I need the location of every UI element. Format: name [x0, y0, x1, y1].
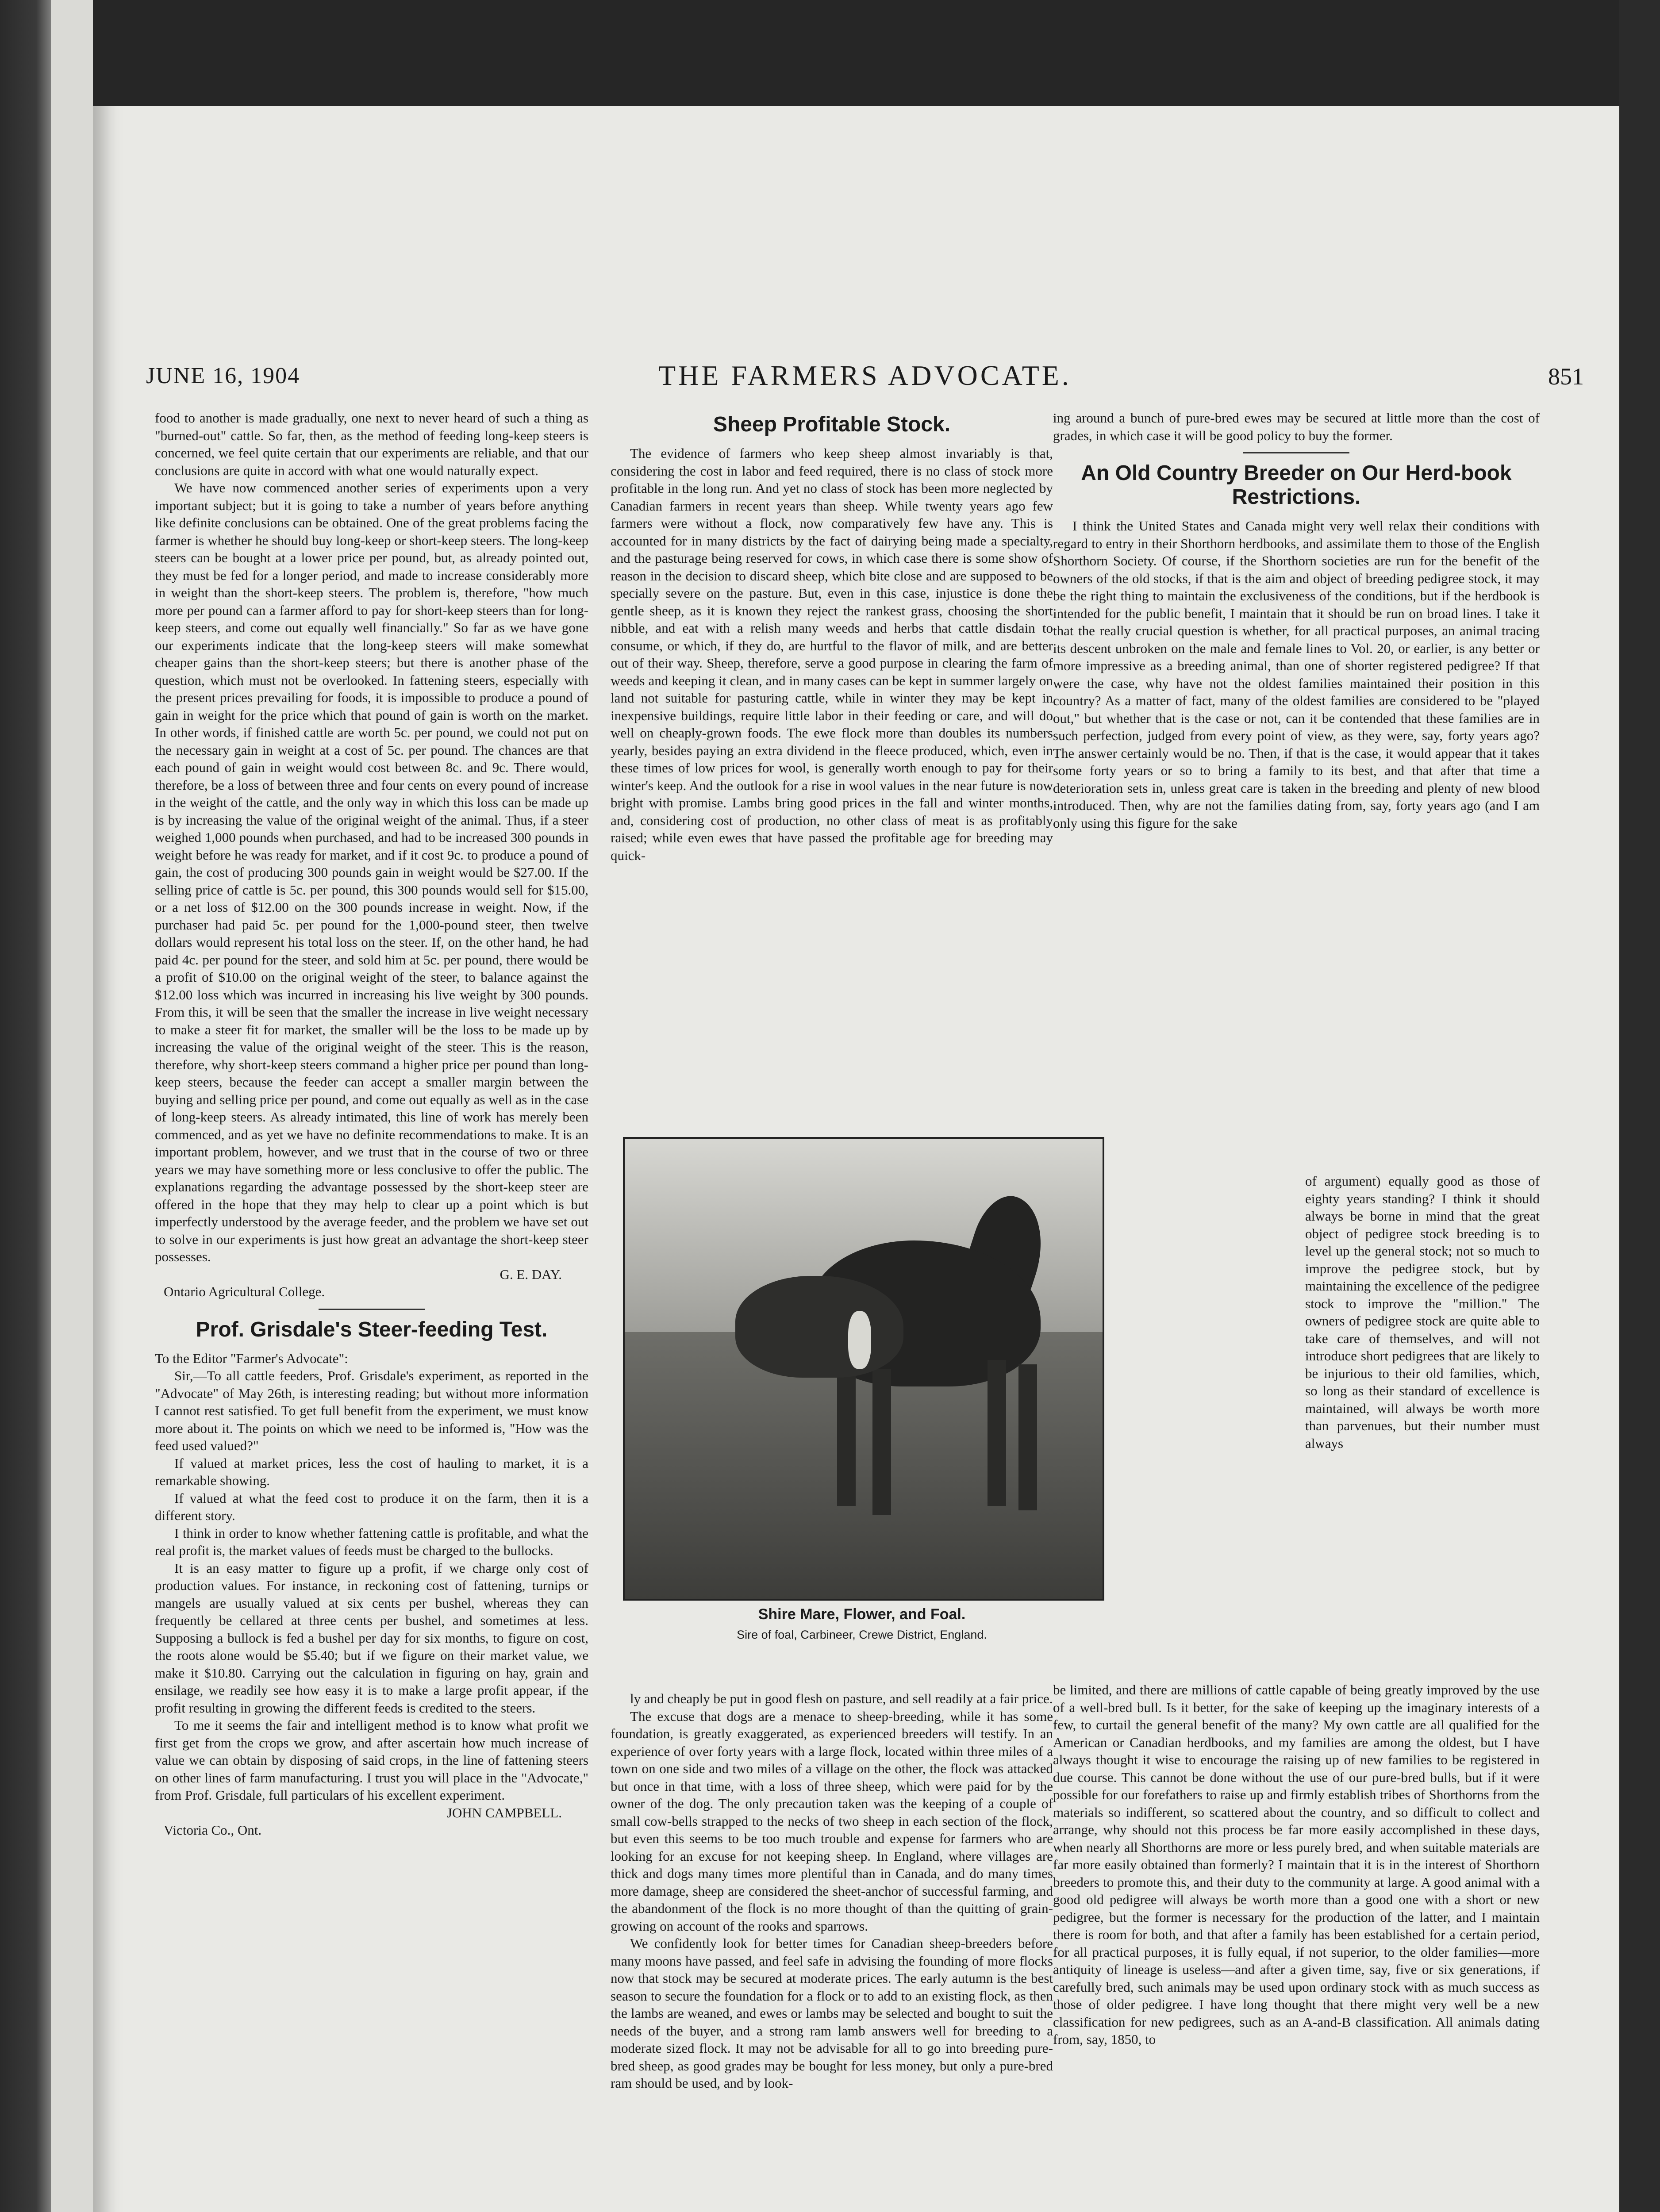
column-2-continued — [611, 1690, 1053, 2092]
article-headline: Prof. Grisdale's Steer-feeding Test. — [196, 1317, 548, 1341]
foal-marking — [848, 1311, 871, 1369]
signature-affiliation: Ontario Agricultural College. — [164, 1284, 325, 1299]
horse-photograph — [623, 1137, 1104, 1601]
signature: G. E. DAY. — [500, 1266, 562, 1282]
paragraph: The excuse that dogs are a menace to sheep-breeding, while it has some foundation, is greatly exaggerated, as experienced breeders will testify. In an experience of over forty years with a large flock, located within three miles of a town on one side and two miles of a village on the other, the flock was attacked but once in that time, with a loss of three sheep, which were paid for by the owner of the dog. The only precaution taken was the keeping of a couple of small cow-bells strapped to the necks of two sheep in each section of the flock, but even this seems to be too much trouble and expense for farmers who are looking for an excuse for not keeping sheep. In England, where villages are thick and dogs many times more plentiful than in Canada, and do many times more damage, sheep are considered the sheet-anchor of successful farming, and the abandonment of the flock is no more thought of than the quitting of grain-growing on account of the rooks and sparrows. — [611, 1708, 1053, 1934]
salutation: To the Editor "Farmer's Advocate": — [155, 1350, 348, 1366]
column-3 — [1053, 409, 1540, 832]
scan-right-border — [1619, 0, 1660, 2212]
page-number: 851 — [1548, 363, 1584, 390]
signature: JOHN CAMPBELL. — [446, 1805, 562, 1820]
article-headline: An Old Country Breeder on Our Herd-book Restrictions. — [1081, 461, 1512, 509]
paragraph: The evidence of farmers who keep sheep almost invariably is that, considering the cost in labor and feed required, there is no class of stock more profitable in the long run. And yet no class of stock has been more neglected by Canadian farmers in recent years than sheep. While twenty years ago few farmers were without a flock, now comparatively few have any. This is accounted for in many districts by the fact of dairying being made a specialty, and the pasturage being reserved for cows, in which case there is some show of reason in the decision to discard sheep, which bite close and are supposed to be specially severe on the pasture. But, even in this case, injustice is done the gentle sheep, as it is known they reject the rankest grass, choosing the short nibble, and eat with a relish many weeds and herbs that cattle disdain to consume, or which, if they do, are hurtful to the flavor of milk, and are better out of their way. Sheep, therefore, serve a good purpose in clearing the farm of weeds and keeping it clean, and in many cases can be kept in summer largely on land not suitable for pasturing cattle, while in winter they may be kept in inexpensive buildings, require little labor in their feeding or care, and will do well on cheaply-grown foods. The ewe flock more than doubles its numbers yearly, besides paying an extra dividend in the fleece produced, which, even in these times of low prices for wool, is generally worth enough to pay for their winter's keep. And the outlook for a rise in wool values in the near future is now bright with promise. Lambs bring good prices in the fall and winter months, and, considering cost of production, no other class of meat is as profitably raised; while even ewes that have passed the profitable age for breeding may quick- — [611, 445, 1053, 863]
paragraph: We have now commenced another series of experiments upon a very important subject; but it is going to take a number of years before anything like definite conclusions can be obtained. One of the great problems facing the farmer is whether he should buy long-keep or short-keep steers. The long-keep steers can be bought at a lower price per pound, but, as already pointed out, they must be fed for a longer period, and made to increase considerably more in weight than the short-keep steers. The problem is, therefore, "how much more per pound can a farmer afford to pay for short-keep steers than for long-keep steers, and come out equally well financially." So far as we have gone our experiments indicate that the long-keep steers will make somewhat cheaper gains than the short-keep steers; but there is another phase of the question, which must not be overlooked. In fattening steers, especially with the present prices prevailing for foods, it is impossible to produce a pound of gain in weight for the price which that pound of gain is worth on the market. In other words, if finished cattle are worth 5c. per pound, we could not put on the necessary gain in weight at a cost of 5c. per pound. The chances are that each pound of gain in weight would cost between 8c. and 9c. There would, therefore, be a loss of between three and four cents on every pound of increase in the weight of the cattle, and the only way in which this loss can be made up is by increasing the value of the original weight of the animal. Thus, if a steer weighed 1,000 pounds when purchased, and had to be increased 300 pounds in weight before he was ready for market, and if it cost 9c. to produce a pound of gain, the cost of producing 300 pounds gain in weight would be $27.00. If the selling price of cattle is 5c. per pound, this 300 pounds would sell for $15.00, or a net loss of $12.00 on the 300 pounds increase in weight. Now, if the purchaser had paid 5c. per pound for the 1,000-pound steer, then twelve dollars would represent his total loss on the steer. If, on the other hand, he had paid 4c. per pound for the steer, and sold him at 5c. per pound, there would be a profit of $10.00 on the original weight of the steer, to balance against the $12.00 loss which was incurred in increasing his live weight by 300 pounds. From this, it will be seen that the smaller the increase in live weight necessary to make a steer fit for market, the smaller will be the loss to be made up by increasing the value of the original weight of the steer. This is the reason, therefore, why short-keep steers command a higher price per pound than long-keep steers, because the feeder can accept a smaller margin between the buying and selling price per pound, and come out equally as well as in the case of long-keep steers. As already intimated, this line of work has merely been commenced, and as yet we have no definite recommendations to make. It is an important problem, however, and we trust that in the course of two or three years we may have something more or less conclusive to offer the public. The explanations regarding the advantage possessed by the short-keep steer are offered in the hope that they may help to clear up a point which is but imperfectly understood by the average feeder, and the problem we have set out to solve in our experiments is just how great an advantage the short-keep steer possesses. — [155, 480, 588, 1264]
paragraph: To me it seems the fair and intelligent method is to know what profit we first get from the crops we grow, and after ascertain how much increase of value we can obtain by disposing of said crops, in the line of fattening steers on other lines of farm manufacturing. I trust you will place in the "Advocate," from Prof. Grisdale, full particulars of his excellent experiment. — [155, 1717, 588, 1803]
column-1 — [155, 409, 588, 1839]
photo-subcaption: Sire of foal, Carbineer, Crewe District, England. — [737, 1628, 987, 1641]
paragraph: I think the United States and Canada might very well relax their conditions with regard to entry in their Shorthorn herdbooks, and assimilate them to those of the English Shorthorn Society. Of course, if the Shorthorn societies are run for the benefit of the owners of the old stocks, if that is the aim and object of breeding pedigree stock, it may be the right thing to maintain the exclusiveness of the conditions, but if the herdbook is intended for the public benefit, I maintain that it should be run on broad lines. I take it that the really crucial question is whether, for all practical purposes, an animal tracing its descent unbroken on the male and female lines to Vol. 20, or earlier, is any better or more impressive as a breeding animal, than one of shorter registered pedigree? If that were the case, why have not the oldest families maintained their position in this country? As a matter of fact, many of the oldest families are considered to be "played out," but whether that is the case or not, can it be contended that these families are in such perfection, judged from every point of view, as they were, say, forty years ago? The answer certainly would be no. Then, if that is the case, it would appear that it takes some forty years or so to bring a family to its best, and that after that time a deterioration sets in, unless great care is taken in the breeding and plenty of new blood introduced. Then, why are not the families dating from, say, forty years ago (and I am only using this figure for the sake — [1053, 518, 1540, 831]
photo-figure — [623, 1137, 1101, 1641]
column-3-narrow — [1305, 1172, 1540, 1452]
masthead-title: THE FARMERS ADVOCATE. — [658, 360, 1072, 391]
paragraph: If valued at what the feed cost to produce it on the farm, then it is a different story. — [155, 1490, 588, 1523]
paragraph: I think in order to know whether fattening cattle is profitable, and what the real profit is, the market values of feeds must be charged to the bullocks. — [155, 1525, 588, 1558]
scan-top-border — [93, 0, 1660, 106]
divider-rule — [1243, 452, 1349, 453]
paragraph: If valued at market prices, less the cost of hauling to market, it is a remarkable showing. — [155, 1455, 588, 1488]
article-headline: Sheep Profitable Stock. — [713, 413, 951, 436]
paragraph: We confidently look for better times for Canadian sheep-breeders before many moons have passed, and feel safe in advising the founding of more flocks now that stock may be secured at moderate prices. The early autumn is the best season to secure the foundation for a flock or to add to an existing flock, as then the lambs are weaned, and ewes or lambs may be selected and bought to suit the needs of the buyer, and a strong ram lamb answers well for breeding to a moderate sized flock. It may not be advisable for all to go into breeding pure-bred sheep, as good grades may be bought for less money, but only a pure-bred ram should be used, and by look- — [611, 1936, 1053, 2091]
divider-rule — [319, 1309, 425, 1310]
paragraph: ing around a bunch of pure-bred ewes may be secured at little more than the cost of grades, in which case it will be good policy to buy the former. — [1053, 410, 1540, 443]
paragraph: food to another is made gradually, one next to never heard of such a thing as "burned-out" cattle. So far, then, as the method of feeding long-keep steers is concerned, we feel quite certain that our experiments are reliable, and that our conclusions are quite in accord with what one would naturally expect. — [155, 410, 588, 478]
foal-body — [735, 1276, 903, 1378]
paragraph: It is an easy matter to figure up a profit, if we charge only cost of production values. For instance, in reckoning cost of fattening, turnips or mangels are usually valued at six cents per bushel, whereas they can frequently be cellared at three cents per bushel, and sometimes at less. Supposing a bullock is fed a bushel per day for six months, to figure on cost, the roots alone would be $5.40; but if we figure on their market value, we make it $10.80. Carrying out the calculation in figuring on hay, grain and ensilage, we readily see how easy it is to make a large profit appear, if the profit resulting in growing the different feeds is credited to the steers. — [155, 1560, 588, 1716]
signature-affiliation: Victoria Co., Ont. — [164, 1822, 262, 1838]
paragraph: of argument) equally good as those of eighty years standing? I think it should always be borne in mind that the great object of pedigree stock breeding is to level up the general stock; not so much to improve the pedigree stock, but by maintaining the excellence of the pedigree stock to improve the "million." The owners of pedigree stock are quite able to take care of themselves, and will not introduce short pedigrees that are likely to be injurious to their old families, which, so long as their standard of excellence is maintained, will always be worth more than parvenues, but their number must always — [1305, 1173, 1540, 1451]
paragraph: be limited, and there are millions of cattle capable of being greatly improved by the use of a well-bred bull. Is it better, for the sake of keeping up the imaginary interests of a few, to curtail the general benefit of the many? My own cattle are all qualified for the American or Canadian herdbooks, and my families are among the oldest, but I have always thought it wise to encourage the raising up of new families to be registered in due course. This cannot be done without the use of our pure-bred bulls, but if it were possible for our forefathers to raise up and firmly establish tribes of Shorthorns from the materials so indifferent, so scattered about the country, and so difficult to collect and arrange, why should not this process be far more easily accomplished in these days, when nearly all Shorthorns are more or less purely bred, and when suitable materials are far more easily obtained than formerly? I maintain that it is in the interest of Shorthorn breeders to promote this, and their duty to the community at large. A good animal with a good old pedigree will always be worth more than a good one with a short or new pedigree, but the former is necessary for the production of the latter, and I maintain there is room for both, and that after a family has been established for a certain period, for all practical purposes, it is fully equal, if not superior, to the older families—more antiquity of lineage is useless—and after a given time, say, five or six generations, if carefully bred, such animals may be used upon ordinary stock with as much success as those of older pedigree. I have long thought that there might very well be a new classification for new pedigrees, such as an A-and-B classification. All animals dating from, say, 1850, to — [1053, 1682, 1540, 2047]
issue-date: JUNE 16, 1904 — [146, 363, 300, 388]
paragraph: ly and cheaply be put in good flesh on pasture, and sell readily at a fair price. — [630, 1691, 1053, 1706]
column-3-lower — [1053, 1681, 1540, 2048]
paragraph: Sir,—To all cattle feeders, Prof. Grisdale's experiment, as reported in the "Advocate" of May 26th, is interesting reading; but without more information I cannot rest satisfied. To get full benefit from the experiment, we must know more about it. The points on which we need to be informed is, "How was the feed used valued?" — [155, 1368, 588, 1453]
photo-caption: Shire Mare, Flower, and Foal. — [758, 1606, 966, 1623]
page-header — [146, 360, 1584, 398]
column-2 — [611, 409, 1053, 864]
